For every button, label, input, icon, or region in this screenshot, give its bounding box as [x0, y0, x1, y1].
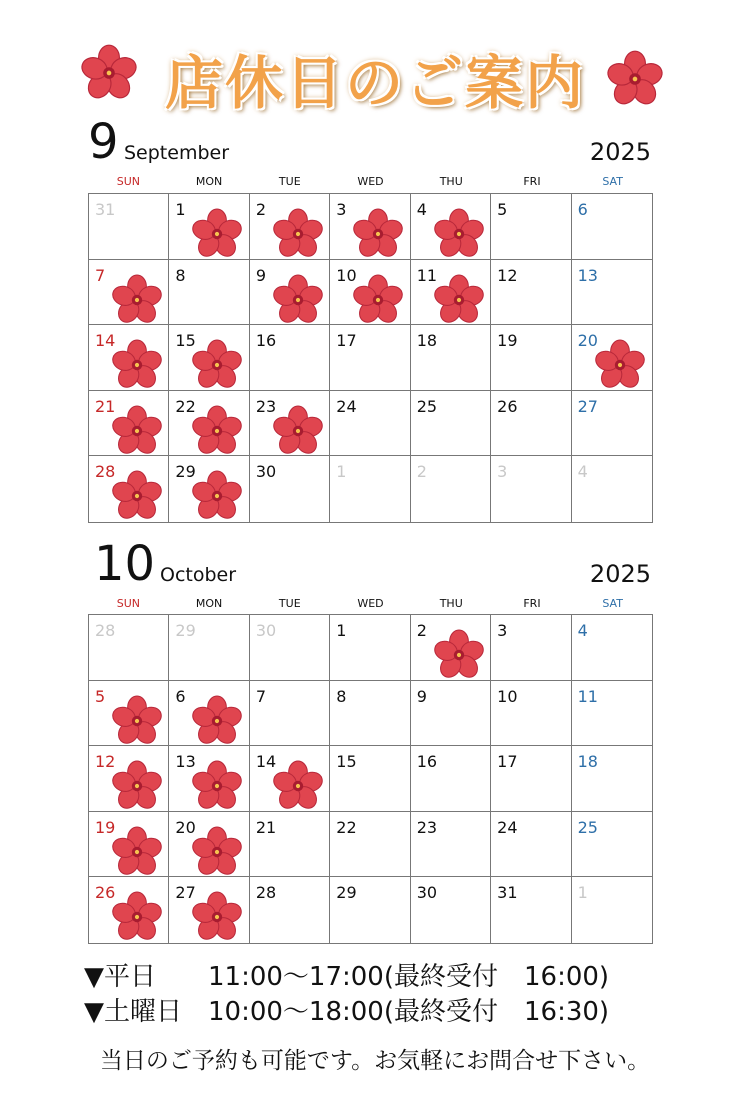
year: 2025 — [589, 138, 651, 166]
day-number: 30 — [255, 621, 277, 640]
calendar-day — [250, 615, 330, 681]
calendar-day-closed — [411, 194, 491, 260]
calendar-day-closed — [169, 812, 249, 878]
day-number: 8 — [175, 265, 186, 285]
reservation-note: 当日のご予約も可能です。お気軽にお問合せ下さい。 — [99, 1048, 651, 1074]
calendar-day — [491, 746, 571, 812]
day-number: 3 — [497, 621, 508, 640]
calendar-day-closed — [169, 746, 249, 812]
month-header — [88, 106, 653, 170]
day-number: 16 — [255, 331, 277, 351]
day-number: 4 — [577, 462, 588, 482]
hibiscus-icon — [191, 470, 243, 522]
weekday-header — [88, 597, 653, 613]
calendar-day — [411, 325, 491, 391]
hibiscus-icon — [191, 891, 243, 943]
day-number: 20 — [175, 817, 196, 837]
hibiscus-icon — [111, 405, 163, 457]
day-number: 2 — [255, 200, 267, 219]
weekday-label: FRI — [523, 175, 541, 188]
hibiscus-icon — [111, 339, 163, 391]
hibiscus-icon — [191, 339, 243, 391]
hibiscus-icon — [191, 826, 243, 878]
calendar-day — [572, 456, 652, 522]
calendar-day — [572, 391, 652, 457]
day-number: 30 — [255, 462, 277, 482]
day-number: 28 — [95, 462, 116, 482]
calendar-day-closed — [89, 877, 169, 943]
day-number: 4 — [577, 621, 588, 640]
calendar-day-closed — [89, 260, 169, 326]
calendar-day — [330, 746, 410, 812]
day-number: 29 — [175, 462, 196, 482]
weekday-label: SAT — [602, 597, 623, 610]
saturday-hours: ▼土曜日 10:00〜18:00(最終受付 16:30) — [84, 997, 610, 1027]
day-number: 19 — [497, 331, 518, 351]
day-number: 31 — [497, 883, 518, 903]
day-number: 17 — [497, 752, 518, 772]
weekday-label: FRI — [523, 597, 541, 610]
calendar-day — [250, 877, 330, 943]
calendar-day — [169, 615, 249, 681]
calendar-day — [411, 391, 491, 457]
hibiscus-icon — [594, 339, 646, 391]
calendar-day-closed — [89, 391, 169, 457]
day-number: 14 — [95, 331, 116, 351]
day-number: 3 — [336, 200, 347, 219]
calendar-day-closed — [89, 746, 169, 812]
calendar-day — [491, 325, 571, 391]
day-number: 4 — [416, 200, 427, 219]
day-number: 24 — [336, 396, 357, 416]
calendar-day — [330, 391, 410, 457]
day-number: 22 — [336, 817, 357, 837]
weekday-label: TUE — [278, 597, 301, 610]
day-number: 12 — [95, 752, 116, 772]
day-number: 23 — [416, 817, 438, 837]
hibiscus-icon — [111, 826, 163, 878]
hibiscus-icon — [606, 50, 664, 108]
calendar-day-closed — [250, 391, 330, 457]
calendar-day — [250, 681, 330, 747]
calendar-day — [572, 746, 652, 812]
calendar-day — [330, 456, 410, 522]
hibiscus-icon — [191, 760, 243, 812]
weekday-label: THU — [439, 597, 463, 610]
day-number: 18 — [577, 752, 598, 772]
day-number: 21 — [255, 817, 277, 837]
day-number: 11 — [416, 265, 438, 285]
hibiscus-icon — [352, 274, 404, 326]
day-number: 2 — [416, 462, 427, 482]
calendar-day — [330, 877, 410, 943]
day-number: 28 — [95, 621, 116, 640]
calendar-day-closed — [169, 681, 249, 747]
day-number: 28 — [255, 883, 277, 903]
day-number: 15 — [175, 331, 196, 351]
day-number: 13 — [577, 265, 598, 285]
calendar-day-closed — [169, 194, 249, 260]
day-number: 16 — [416, 752, 438, 772]
weekday-label: MON — [195, 597, 223, 610]
day-number: 30 — [416, 883, 438, 903]
calendar-day — [89, 615, 169, 681]
day-number: 29 — [336, 883, 357, 903]
weekday-hours: ▼平日 11:00〜17:00(最終受付 16:00) — [84, 962, 610, 992]
day-number: 1 — [577, 883, 588, 903]
calendar-day — [572, 194, 652, 260]
weekday-label: MON — [195, 175, 223, 188]
calendar-day-closed — [411, 260, 491, 326]
calendar-day-closed — [330, 194, 410, 260]
calendar-day — [572, 681, 652, 747]
hibiscus-icon — [352, 208, 404, 260]
month-name: September — [124, 142, 230, 164]
day-number: 29 — [175, 621, 196, 640]
hibiscus-icon — [272, 760, 324, 812]
calendar-day — [411, 812, 491, 878]
hibiscus-icon — [111, 470, 163, 522]
day-number: 24 — [497, 817, 518, 837]
calendar-day — [330, 812, 410, 878]
hibiscus-icon — [111, 891, 163, 943]
day-number: 12 — [497, 265, 518, 285]
calendar-day — [411, 681, 491, 747]
weekday-label: WED — [357, 175, 384, 188]
calendar-day — [250, 812, 330, 878]
day-number: 25 — [577, 817, 598, 837]
month-number: 9 — [88, 114, 119, 170]
calendar-day — [572, 260, 652, 326]
day-number: 22 — [175, 396, 196, 416]
calendar-day — [330, 615, 410, 681]
calendar-day — [250, 456, 330, 522]
day-number: 1 — [336, 462, 347, 482]
day-number: 3 — [497, 462, 508, 482]
day-number: 27 — [175, 883, 196, 903]
calendar-day-closed — [572, 325, 652, 391]
day-number: 15 — [336, 752, 357, 772]
calendar-day-closed — [411, 615, 491, 681]
day-number: 26 — [497, 396, 518, 416]
month-name: October — [160, 564, 237, 586]
calendar-day — [250, 325, 330, 391]
calendar-day — [572, 877, 652, 943]
day-number: 25 — [416, 396, 438, 416]
calendar-day — [491, 456, 571, 522]
hibiscus-icon — [272, 405, 324, 457]
hibiscus-icon — [111, 695, 163, 747]
weekday-label: SAT — [602, 175, 623, 188]
calendar-day-closed — [169, 877, 249, 943]
day-number: 1 — [175, 200, 186, 219]
calendar-day-closed — [250, 746, 330, 812]
weekday-header — [88, 175, 653, 191]
day-number: 18 — [416, 331, 438, 351]
weekday-label: SUN — [116, 175, 140, 188]
day-number: 21 — [95, 396, 116, 416]
day-number: 8 — [336, 686, 347, 706]
page-title: 店休日のご案内 — [164, 49, 585, 117]
hibiscus-icon — [111, 274, 163, 326]
day-number: 9 — [416, 686, 427, 706]
calendar-grid-october — [88, 614, 653, 944]
day-number: 27 — [577, 396, 598, 416]
calendar-day-closed — [89, 325, 169, 391]
weekday-label: THU — [439, 175, 463, 188]
calendar-day — [491, 260, 571, 326]
weekday-label: TUE — [278, 175, 301, 188]
calendar-day-closed — [169, 325, 249, 391]
hibiscus-icon — [433, 629, 485, 681]
day-number: 5 — [95, 686, 106, 706]
calendar-day — [491, 615, 571, 681]
calendar-day — [411, 456, 491, 522]
day-number: 7 — [95, 265, 106, 285]
day-number: 1 — [336, 621, 347, 640]
day-number: 2 — [416, 621, 427, 640]
day-number: 7 — [255, 686, 267, 706]
day-number: 19 — [95, 817, 116, 837]
hibiscus-icon — [272, 274, 324, 326]
day-number: 14 — [255, 752, 277, 772]
day-number: 5 — [497, 200, 508, 219]
calendar-day-closed — [89, 681, 169, 747]
hibiscus-icon — [80, 44, 138, 102]
calendar-day-closed — [250, 194, 330, 260]
calendar-day — [491, 391, 571, 457]
day-number: 23 — [255, 396, 277, 416]
calendar-day-closed — [169, 456, 249, 522]
month-header — [88, 528, 653, 592]
year: 2025 — [589, 560, 651, 588]
day-number: 6 — [175, 686, 186, 706]
calendar-grid-september — [88, 193, 653, 523]
day-number: 6 — [577, 200, 588, 219]
hibiscus-icon — [433, 208, 485, 260]
calendar-day — [572, 615, 652, 681]
hibiscus-icon — [111, 760, 163, 812]
calendar-day — [491, 194, 571, 260]
calendar-day — [491, 877, 571, 943]
calendar-day-closed — [330, 260, 410, 326]
day-number: 26 — [95, 883, 116, 903]
day-number: 10 — [497, 686, 518, 706]
day-number: 13 — [175, 752, 196, 772]
calendar-day-closed — [89, 812, 169, 878]
day-number: 9 — [255, 265, 267, 285]
month-number: 10 — [94, 536, 156, 592]
calendar-day — [411, 746, 491, 812]
calendar-day — [89, 194, 169, 260]
calendar-day-closed — [89, 456, 169, 522]
calendar-day — [491, 681, 571, 747]
calendar-day — [411, 877, 491, 943]
day-number: 20 — [577, 331, 598, 351]
calendar-day — [169, 260, 249, 326]
calendar-day — [330, 325, 410, 391]
hibiscus-icon — [191, 208, 243, 260]
calendar-day-closed — [250, 260, 330, 326]
calendar-day — [491, 812, 571, 878]
calendar-day — [572, 812, 652, 878]
calendar-day — [330, 681, 410, 747]
day-number: 10 — [336, 265, 357, 285]
weekday-label: SUN — [116, 597, 140, 610]
day-number: 11 — [577, 686, 598, 706]
calendar-day-closed — [169, 391, 249, 457]
day-number: 17 — [336, 331, 357, 351]
hibiscus-icon — [191, 405, 243, 457]
hibiscus-icon — [433, 274, 485, 326]
hibiscus-icon — [191, 695, 243, 747]
hibiscus-icon — [272, 208, 324, 260]
day-number: 31 — [95, 200, 116, 219]
weekday-label: WED — [357, 597, 384, 610]
